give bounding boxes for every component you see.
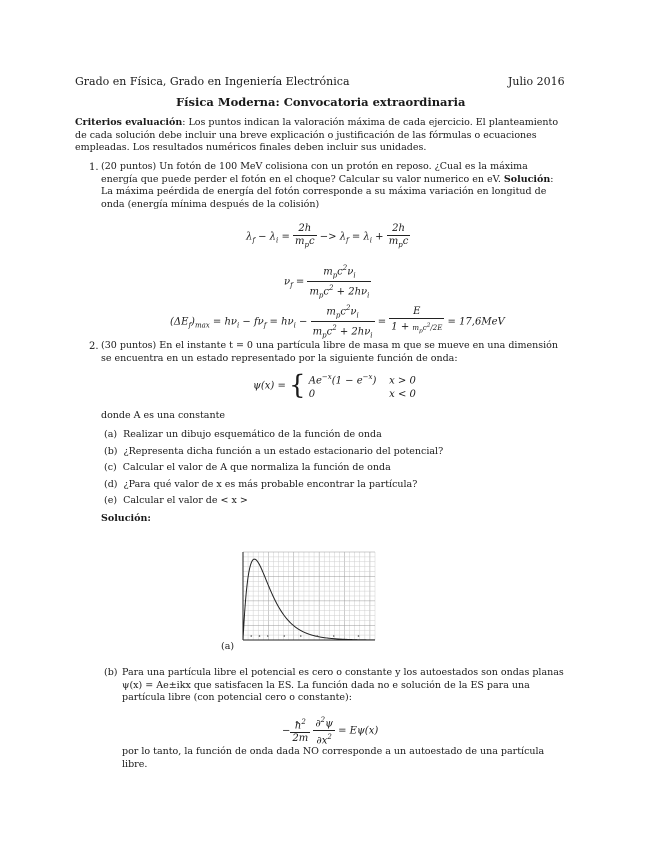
- criteria-text: : Los puntos indican la valoración máxima de cada ejercicio. El planteamiento de cada solución debe incluir una breve explicación o justificación de las fórmulas o ecuaciones empleadas. Los resultados numéricos finales deben incluir sus unidades.: [75, 117, 559, 154]
- q1-paragraph: (20 puntos) Un fotón de 100 MeV colisiona con un protón en reposo. ¿Cual es la máxima energía que puede perder el fotón en el choque? Calcular su valor numerico en eV. Solución: La máxima peérdida de energía del fotón corresponde a su máxima variación en longitud de onda (energía mínima después de la colisión): [101, 161, 554, 210]
- subquestion-a: (a) Realizar un dibujo esquemático de la función de onda: [104, 429, 382, 440]
- figure-label: (a): [221, 641, 235, 652]
- q1-solution-label: Solución: [503, 173, 551, 185]
- date-header: Julio 2016: [508, 75, 565, 88]
- baseline-marker: [250, 635, 252, 637]
- subquestion-list: [104, 429, 443, 512]
- q2-text: (30 puntos) En el instante t = 0 una partícula libre de masa m que se mueve en una dimensión se encuentra en un estado representado por la siguiente función de onda:: [101, 340, 558, 364]
- subquestion-b: (b) ¿Representa dicha función a un estado estacionario del potencial?: [104, 445, 444, 457]
- part-b-conclusion: por lo tanto, la función de onda dada NO corresponde a un autoestado de una partícula libre.: [122, 746, 545, 770]
- baseline-marker: [316, 635, 318, 637]
- q1-solution-text: La máxima peérdida de energía del fotón corresponde a su máxima variación en longitud de onda (energía mínima después de la colisión): [101, 186, 547, 210]
- equation-compton: $\lambda_f - \lambda_i$ = $\frac{2h}{m_pc}$ −> $\lambda_f = \lambda_i$ + $\frac{2h}{m_pc}$: [246, 223, 409, 249]
- baseline-marker: [283, 635, 285, 637]
- wavefunction-definition: ψ(x) = { $Ae^{-x}(1 - e^{-x})$ x > 0 0 x < 0: [253, 370, 416, 401]
- equation-frequency: $\nu_f$ = $\frac{m_pc^2\nu_i}{m_pc^2 + 2h\nu_i}$: [284, 264, 370, 300]
- equation-energy-loss: $(\Delta E_f)_{max} = h\nu_i - f\nu_f = h\nu_i$ − $\frac{m_pc^2\nu_i}{m_pc^2 + 2h\nu_i}$ = $\frac{E}{1 + m_pc^2/2E}$ = 17,6MeV: [170, 304, 505, 340]
- part-b-text: Para una partícula libre el potencial es cero o constante y los autoestados son ondas planas ψ(x) = Ae±ikx que satisfacen la ES. La función dada no e solución de la ES para una partícula libre (con potencial cero o constante):: [122, 667, 564, 704]
- q1-text: (20 puntos) Un fotón de 100 MeV colisiona con un protón en reposo. ¿Cual es la máxima energía que puede perder el fotón en el choque? Calcular su valor numerico en eV.: [101, 161, 528, 185]
- constant-note: donde A es una constante: [101, 410, 226, 421]
- baseline-marker: [300, 635, 302, 637]
- subquestion-e: (e) Calcular el valor de < x >: [104, 495, 248, 506]
- baseline-marker: [333, 635, 335, 637]
- criteria-paragraph: [75, 117, 565, 155]
- baseline-marker: [267, 635, 269, 637]
- page-title: Física Moderna: Convocatoria extraordinaria: [176, 95, 466, 109]
- plot-grid: [243, 552, 375, 640]
- baseline-marker: [259, 635, 261, 637]
- baseline-marker: [358, 635, 360, 637]
- q1-number: 1.: [89, 162, 99, 173]
- part-b-label: (b): [104, 667, 118, 678]
- wavefunction-plot: [237, 548, 379, 644]
- schrodinger-equation: − $\frac{ħ^2}{2m}$ $\frac{\partial^2\psi}{\partial x^2}$ = Eψ(x): [282, 716, 379, 747]
- subquestion-c: (c) Calcular el valor de A que normaliza la función de onda: [104, 462, 391, 473]
- q2-solution-label: Solución:: [101, 513, 151, 524]
- criteria-label: Criterios evaluación: [75, 117, 183, 128]
- energy-result: = 17,6MeV: [447, 316, 505, 328]
- q2-number: 2.: [89, 341, 99, 352]
- course-header: Grado en Física, Grado en Ingeniería Electrónica: [75, 75, 350, 88]
- subquestion-d: (d) ¿Para qué valor de x es más probable encontrar la partícula?: [104, 478, 418, 490]
- baseline-marker: [242, 635, 244, 637]
